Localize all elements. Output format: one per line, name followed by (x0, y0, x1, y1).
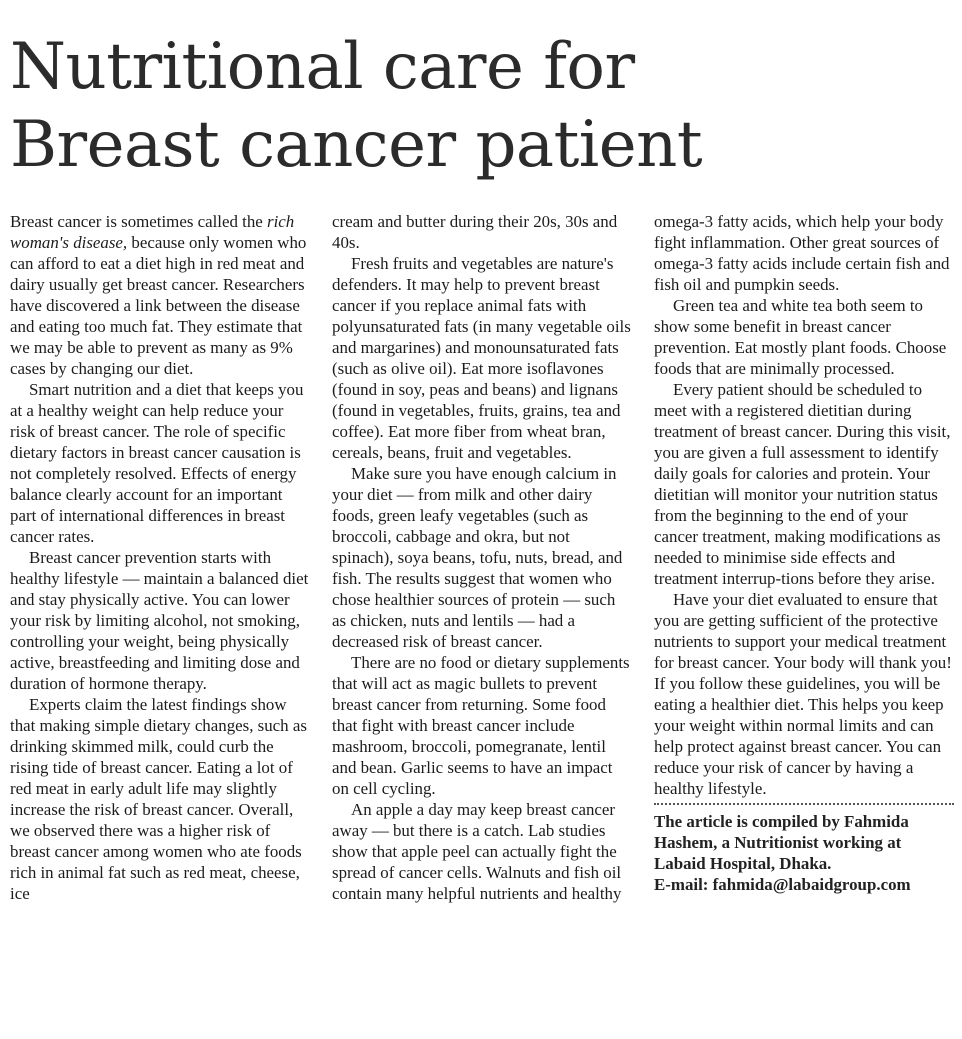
dotted-divider (654, 803, 954, 805)
paragraph: Experts claim the latest findings show that making simple dietary changes, such as drinking skimmed milk, could curb the rising tide of breast cancer. Eating a lot of red meat in early adult life may slightly increase the risk of breast cancer. Overall, we observed there was a higher risk of breast cancer among women who ate foods rich in animal fat such as red meat, cheese, ice (10, 695, 307, 903)
column-1 (10, 211, 310, 904)
paragraph: Green tea and white tea both seem to show some benefit in breast cancer prevention. Eat mostly plant foods. Choose foods that are minimally processed. (654, 296, 947, 378)
column-3 (654, 211, 954, 904)
headline-line-1: Nutritional care for (10, 30, 635, 104)
headline-line-2: Breast cancer patient (10, 108, 703, 182)
emphasis-text: rich woman's disease, (10, 212, 295, 252)
paragraph (10, 211, 310, 379)
paragraph: Breast cancer prevention starts with healthy lifestyle — maintain a balanced diet and stay physically active. You can lower your risk by limiting alcohol, not smoking, controlling your weight, being physically active, breastfeeding and limiting dose and duration of hormone therapy. (10, 548, 309, 693)
paragraph: Have your diet evaluated to ensure that you are getting sufficient of the protective nutrients to support your medical treatment for breast cancer. Your body will thank you! If you follow these guidelines, you will be eating a healthier diet. This helps you keep your weight within normal limits and can help protect against breast cancer. You can reduce your risk of cancer by having a healthy lifestyle. (654, 590, 952, 798)
paragraph-text: because only women who can afford to eat a diet high in red meat and dairy usually get breast cancer. Researchers have discovered a link between the disease and eating too much fat. They estimate that we may be able to prevent as many as 9% cases by changing our diet. (10, 233, 307, 378)
paragraph: Fresh fruits and vegetables are nature's defenders. It may help to prevent breast cancer if you replace animal fats with polyunsaturated fats (in many vegetable oils and margarines) and monounsaturated fats (such as olive oil). Eat more isoflavones (found in soy, peas and beans) and lignans (found in vegetables, fruits, grains, tea and coffee). Eat more fiber from wheat bran, cereals, beans, fruit and vegetables. (332, 254, 631, 462)
paragraph: Every patient should be scheduled to meet with a registered dietitian during treatment of breast cancer. During this visit, you are given a full assessment to identify daily goals for calories and protein. Your dietitian will monitor your nutrition status from the beginning to the end of your cancer treatment, making modifications as needed to minimise side effects and treatment interrup-tions before they arise. (654, 380, 951, 588)
article-headline (10, 0, 952, 184)
column-2 (332, 211, 632, 904)
paragraph: Make sure you have enough calcium in your diet — from milk and other dairy foods, green leafy vegetables (such as broccoli, cabbage and okra, but not spinach), soya beans, tofu, nuts, bread, and fish. The results suggest that women who chose healthier sources of protein — such as chicken, nuts and lentils — had a decreased risk of breast cancer. (332, 464, 623, 651)
paragraph: Smart nutrition and a diet that keeps you at a healthy weight can help reduce your risk of breast cancer. The role of specific dietary factors in breast cancer causation is not completely resolved. Effects of energy balance clearly account for an important part of international differences in breast cancer rates. (10, 380, 304, 546)
paragraph: An apple a day may keep breast cancer away — but there is a catch. Lab studies show that apple peel can actually fight the spread of cancer cells. Walnuts and fish oil contain many helpful nutrients and healthy (332, 800, 622, 903)
credit-line: Labaid Hospital, Dhaka. (654, 854, 832, 873)
paragraph-text: Breast cancer is sometimes called the (10, 212, 268, 231)
credit-email: E-mail: fahmida@labaidgroup.com (654, 875, 911, 894)
paragraph: cream and butter during their 20s, 30s and 40s. (332, 212, 618, 252)
paragraph: There are no food or dietary supplements that will act as magic bullets to prevent breast cancer from returning. Some food that fight with breast cancer include mashroom, broccoli, pomegranate, lentil and bean. Garlic seems to have an impact on cell cycling. (332, 653, 630, 798)
credit-line: Hashem, a Nutritionist working at (654, 833, 902, 852)
paragraph: omega-3 fatty acids, which help your body fight inflammation. Other great sources of omega-3 fatty acids include certain fish and fish oil and pumpkin seeds. (654, 212, 950, 294)
author-credit (654, 811, 954, 895)
credit-line: The article is compiled by Fahmida (654, 812, 909, 831)
article-body (10, 211, 954, 904)
